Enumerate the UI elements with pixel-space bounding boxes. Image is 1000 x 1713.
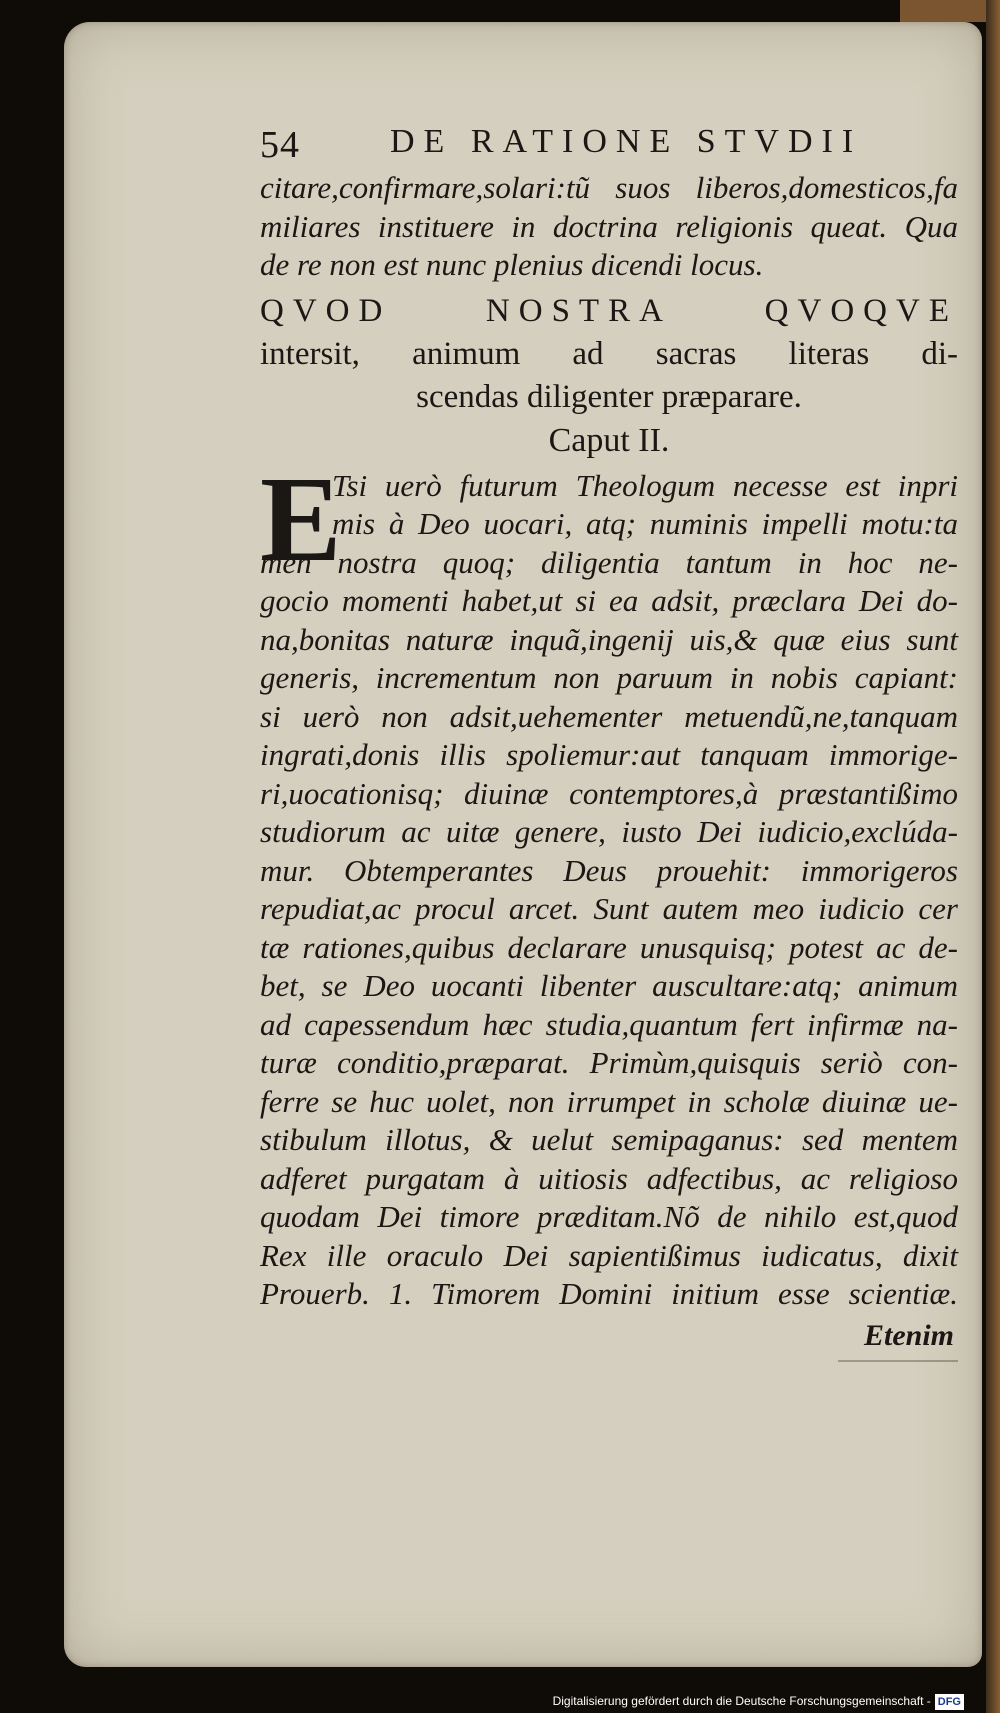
chapter-label: Caput II. — [548, 421, 670, 459]
page-text-block — [260, 123, 958, 1362]
chapter-body — [260, 451, 958, 1314]
text-line: ferre se huc uolet, non irrumpet in scholæ diuinæ ue- — [260, 1083, 958, 1119]
text-line: stibulum illotus, & uelut semipaganus: sed mentem — [260, 1122, 958, 1157]
text-line: studiorum ac uitæ genere, iusto Dei iudicio,exclúda- — [260, 814, 958, 849]
drop-cap: E — [260, 451, 342, 587]
text-line: na,bonitas naturæ inquã,ingenij uis,& quæ eius sunt — [260, 621, 958, 657]
text-line: miliares instituere in doctrina religionis queat. Qua — [260, 208, 958, 244]
text-line: generis, incrementum non paruum in nobis capiant: — [260, 660, 958, 695]
dfg-logo: DFG — [935, 1694, 964, 1710]
text-line: ri,uocationisq; diuinæ contemptores,à præstantißimo — [260, 775, 958, 811]
text-line: adferet purgatam à uitiosis adfectibus, ac religioso — [260, 1160, 958, 1196]
text-line: mur. Obtemperantes Deus prouehit: immorigeros — [260, 852, 958, 888]
text-line: gocio momenti habet,ut si ea adsit, præclara Dei do- — [260, 583, 958, 618]
scan-edge-top — [900, 0, 1000, 22]
book-page — [64, 22, 982, 1667]
chapter-heading-caps: QVOD NOSTRA QVOQVE — [260, 292, 958, 329]
running-head — [260, 123, 958, 165]
chapter-heading — [260, 289, 958, 463]
text-line: men nostra quoq; diligentia tantum in hoc ne- — [260, 544, 958, 580]
text-line: bet, se Deo uocanti libenter auscultare:atq; animum — [260, 968, 958, 1003]
text-line: Tsi uerò futurum Theologum necesse est inpri — [332, 467, 958, 503]
text-line: turæ conditio,præparat. Primùm,quisquis seriò con- — [260, 1045, 958, 1080]
text-line: tæ rationes,quibus declarare unusquisq; potest ac de- — [260, 929, 958, 965]
text-line: quodam Dei timore præditam.Nõ de nihilo est,quod — [260, 1199, 958, 1234]
text-line: repudiat,ac procul arcet. Sunt autem meo iudicio cer — [260, 891, 958, 926]
text-line: de re non est nunc plenius dicendi locus. — [260, 247, 764, 282]
chapter-heading-line: intersit, animum ad sacras literas di- — [260, 335, 958, 372]
digitization-credit — [553, 1693, 964, 1710]
text-line: Rex ille oraculo Dei sapientißimus iudicatus, dixit — [260, 1237, 958, 1273]
page-number: 54 — [260, 124, 300, 166]
credit-text: Digitalisierung gefördert durch die Deutsche Forschungsgemeinschaft - — [552, 1694, 931, 1708]
chapter-heading-line: scendas diligenter præparare. — [416, 378, 802, 415]
text-line: mis à Deo uocari, atq; numinis impelli motu:ta — [332, 506, 958, 541]
text-line: citare,confirmare,solari:tũ suos liberos,domesticos,fa — [260, 170, 958, 205]
scan-edge-right — [986, 0, 1000, 1713]
running-title: DE RATIONE STVDII — [390, 123, 863, 160]
text-line: ad capessendum hæc studia,quantum fert infirmæ na- — [260, 1006, 958, 1042]
catchword-rule — [838, 1360, 958, 1362]
text-line: si uerò non adsit,uehementer metuendũ,ne,tanquam — [260, 698, 958, 734]
continued-paragraph — [260, 169, 958, 285]
text-line: ingrati,donis illis spoliemur:aut tanquam immorige- — [260, 737, 958, 772]
text-line: Prouerb. 1. Timorem Domini initium esse scientiæ. — [260, 1276, 958, 1311]
catchword: Etenim — [863, 1318, 954, 1352]
